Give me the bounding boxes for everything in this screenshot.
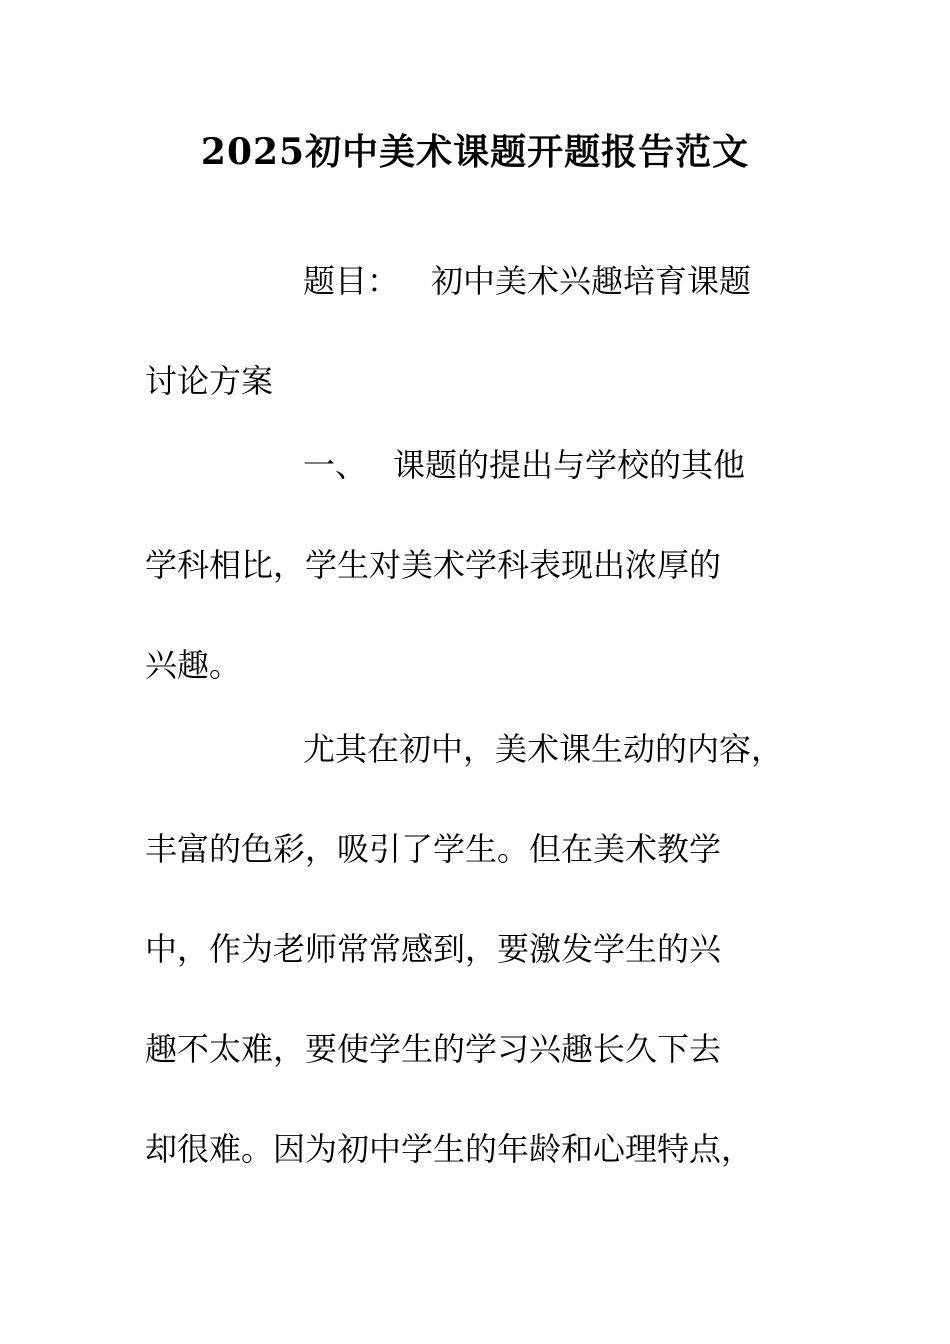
section-heading [303, 441, 745, 489]
subject-text: 初中美术兴趣培育课题 [431, 262, 752, 300]
text-line: 中，作为老师常常感到，要激发学生的兴 [145, 930, 722, 968]
text-line: 却很难。因为初中学生的年龄和心理特点， [145, 1130, 754, 1168]
document-title: 2025初中美术课题开题报告范文 [200, 131, 750, 173]
text-line: 讨论方案 [145, 362, 274, 400]
section-marker: 一、 [303, 446, 368, 484]
text-line: 兴趣。 [145, 646, 242, 684]
text-line: 趣不太难，要使学生的学习兴趣长久下去 [145, 1030, 722, 1068]
subject-label: 题目： [303, 262, 400, 300]
text-line: 丰富的色彩，吸引了学生。但在美术教学 [145, 830, 722, 868]
text-line: 学科相比，学生对美术学科表现出浓厚的 [145, 546, 722, 584]
subject-line [303, 257, 751, 305]
paragraph-start-line: 尤其在初中，美术课生动的内容， [303, 730, 784, 768]
section-text: 课题的提出与学校的其他 [393, 446, 746, 484]
